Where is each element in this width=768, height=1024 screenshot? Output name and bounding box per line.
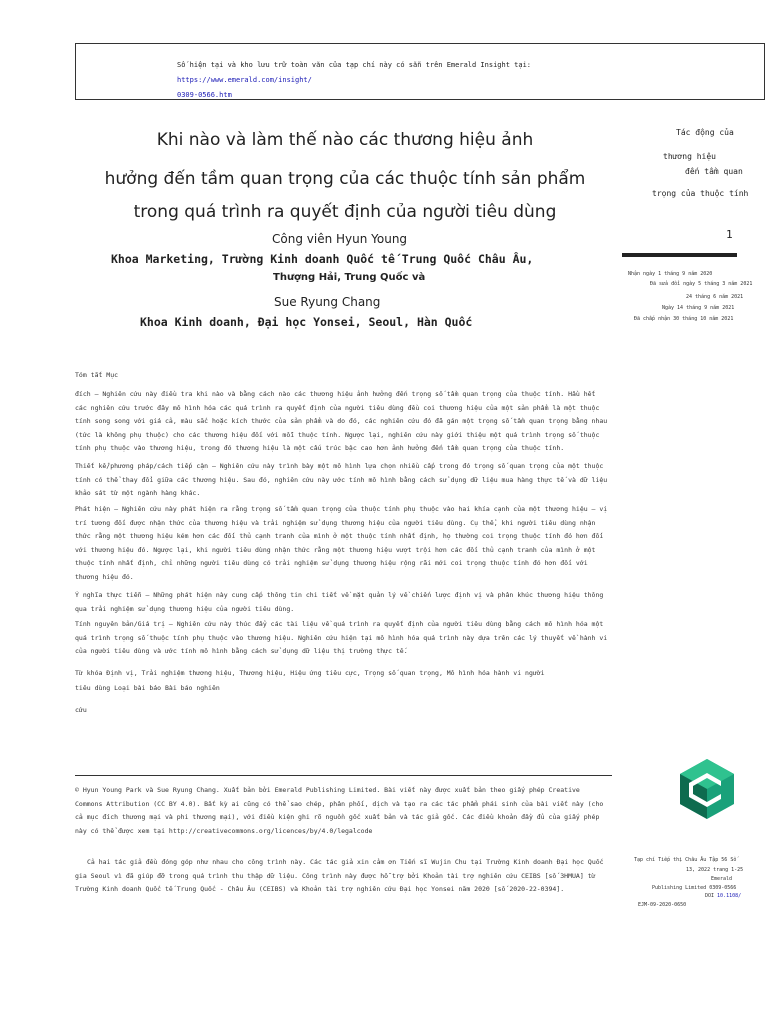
date-accepted: Đã chấp nhận 30 tháng 10 năm 2021	[634, 316, 734, 322]
acknowledgement-note: Cả hai tác giả đều đóng góp như nhau cho công trình này. Các tác giả xin cảm ơn Tiến sĩ Wujin Chu tại Trường Kinh doanh Đại học Quốc gia Seoul vì đã giúp đỡ trong quá trình thu thập dữ liệu. Công trình này được hỗ trợ bởi Khoản tài trợ nghiên cứu CEIBS [số 3HMUA] từ Trường Kinh doanh Quốc tế Trung Quốc - Châu Âu (CEIBS) và Khoản tài trợ nghiên cứu Đại học Yonsei năm 2020 [số 2020-22-0394].	[75, 858, 604, 893]
publisher: Emerald	[711, 876, 733, 882]
running-head-line-1: Tác động của	[676, 128, 734, 137]
date-revised: Đã sửa đổi ngày 5 tháng 3 năm 2021	[650, 281, 753, 287]
abstract-implications: Ý nghĩa thực tiễn – Những phát hiện này cung cấp thông tin chi tiết về mặt quản lý về chiến lược định vị và phân khúc thương hiệu thông qua trải nghiệm sử dụng thương hiệu của người tiêu dùng.	[75, 591, 604, 613]
access-notice	[177, 58, 647, 103]
abstract-originality: Tính nguyên bản/Giá trị – Nghiên cứu này thúc đẩy các tài liệu về quá trình ra quyết định của người tiêu dùng bằng cách mô hình hóa một quá trình trọng số thuộc tính phụ thuộc vào thương hiệu. Nghiên cứu hiện tại mô hình hóa quá trình này dựa trên các lý thuyết về hành vi của người tiêu dùng và ước tính mô hình bằng cách sử dụng dữ liệu thị trường thực tế.	[75, 620, 608, 655]
author-1-affiliation-cont: Thượng Hải, Trung Quốc và	[273, 272, 426, 283]
sidebar-divider	[622, 253, 737, 257]
journal-issue: 13, 2022 trang 1-25	[686, 867, 744, 873]
running-head-line-4: trọng của thuộc tính	[652, 189, 749, 198]
running-head-line-2: thương hiệu	[663, 152, 716, 161]
keywords: Từ khóa Định vị, Trải nghiệm thương hiệu, Thương hiệu, Hiệu ứng tiêu cực, Trọng số quan trọng, Mô hình hóa hành vi người	[75, 669, 545, 677]
paper-type-cont: cứu	[75, 706, 87, 714]
journal-name: Tạp chí Tiếp thị Châu Âu Tập 56 Số	[634, 857, 737, 863]
date-revised-3: Ngày 14 tháng 9 năm 2021	[662, 305, 735, 311]
paper-type: tiêu dùng Loại bài báo Bài báo nghiên	[75, 684, 220, 692]
author-2-name: Sue Ryung Chang	[274, 295, 381, 309]
access-notice-text: Số hiện tại và kho lưu trữ toàn văn của tạp chí này có sẵn trên Emerald Insight tại:	[177, 61, 532, 69]
doi-link[interactable]: 10.1108/	[717, 893, 742, 899]
doi-id-link[interactable]: EJM-09-2020-0650	[638, 902, 687, 908]
abstract-design: Thiết kế/phương pháp/cách tiếp cận – Nghiên cứu này trình bày một mô hình lựa chọn nhiều cấp trong đó trọng số quan trọng của một thuộc tính có thể thay đổi giữa các thương hiệu. Sau đó, nghiên cứu này ước tính mô hình bằng cách sử dụng dữ liệu mua hàng thực tế và dữ liệu khảo sát từ một ngành hàng khác.	[75, 462, 608, 497]
author-1-name: Công viên Hyun Young	[272, 232, 408, 246]
running-head-line-3: đến tầm quan	[685, 167, 743, 176]
abstract-purpose: đích – Nghiên cứu này điều tra khi nào và bằng cách nào các thương hiệu ảnh hưởng đến trọng số tầm quan trọng của thuộc tính. Hầu hết các nghiên cứu trước đây mô hình hóa các quá trình ra quyết định của người tiêu dùng đều coi thương hiệu của một sản phẩm là một thuộc tính song song với giá cả, màu sắc hoặc kích thước của sản phẩm và do đó, các nghiên cứu đó đã gán một trọng số tầm quan trọng bằng nhau (tức là không phụ thuộc) cho các thương hiệu đối với mỗi thuộc tính. Ngược lại, nghiên cứu này giới thiệu một quá trình trọng số thuộc tính phụ thuộc vào thương hiệu, trong đó thương hiệu là một cấu trúc bậc cao hơn ảnh hưởng đến tầm quan trọng của thuộc tính.	[75, 390, 608, 452]
author-1-affiliation: Khoa Marketing, Trường Kinh doanh Quốc tế Trung Quốc Châu Âu,	[111, 252, 534, 266]
date-received: Nhận ngày 1 tháng 9 năm 2020	[628, 271, 713, 277]
title-line-1: Khi nào và làm thế nào các thương hiệu ảnh	[156, 130, 534, 150]
doi-line: DOI 10.1108/	[705, 893, 742, 899]
title-line-3: trong quá trình ra quyết định của người tiêu dùng	[133, 202, 557, 222]
publisher-issn: Publishing Limited 0309-0566	[652, 885, 737, 891]
emerald-logo-icon	[676, 758, 738, 820]
title-line-2: hưởng đến tầm quan trọng của các thuộc tính sản phẩm	[104, 169, 586, 189]
date-revised-2: 24 tháng 6 năm 2021	[686, 294, 744, 300]
journal-url-link[interactable]: https://www.emerald.com/insight/ 0309-0566.htm	[177, 76, 312, 99]
abstract-heading: Tóm tắt Mục	[75, 371, 119, 379]
author-2-affiliation: Khoa Kinh doanh, Đại học Yonsei, Seoul, Hàn Quốc	[140, 315, 473, 329]
abstract-findings: Phát hiện – Nghiên cứu này phát hiện ra rằng trọng số tầm quan trọng của thuộc tính phụ thuộc vào hai khía cạnh của một thương hiệu – vị trí tương đối được nhận thức của thương hiệu và trải nghiệm sử dụng thương hiệu của người tiêu dùng. Cụ thể, khi người tiêu dùng nhận thức rằng một thương hiệu kém hơn các đối thủ cạnh tranh của mình ở một thuộc tính nhất định, họ thường coi trọng thuộc tính đó hơn đối với thương hiệu đó. Ngược lại, khi người tiêu dùng nhận thức rằng một thương hiệu vượt trội hơn các đối thủ cạnh tranh của mình ở một thuộc tính nhất định, chỉ những người tiêu dùng có trải nghiệm sử dụng thương hiệu rộng rãi mới coi trọng thuộc tính đó hơn đối với thương hiệu đó.	[75, 505, 608, 581]
footer-divider	[75, 775, 612, 776]
license-note: © Hyun Young Park và Sue Ryung Chang. Xuất bản bởi Emerald Publishing Limited. Bài viết này được xuất bản theo giấy phép Creative Commons Attribution (CC BY 4.0). Bất kỳ ai cũng có thể sao chép, phân phối, dịch và tạo ra các tác phẩm phái sinh của bài viết này (cho cả mục đích thương mại và phi thương mại), với điều kiện ghi rõ nguồn gốc xuất bản và tác giả gốc. Các điều khoản đầy đủ của giấy phép này có thể được xem tại http://creativecommons.org/licences/by/4.0/legalcode	[75, 786, 604, 835]
page-number: 1	[726, 228, 733, 241]
